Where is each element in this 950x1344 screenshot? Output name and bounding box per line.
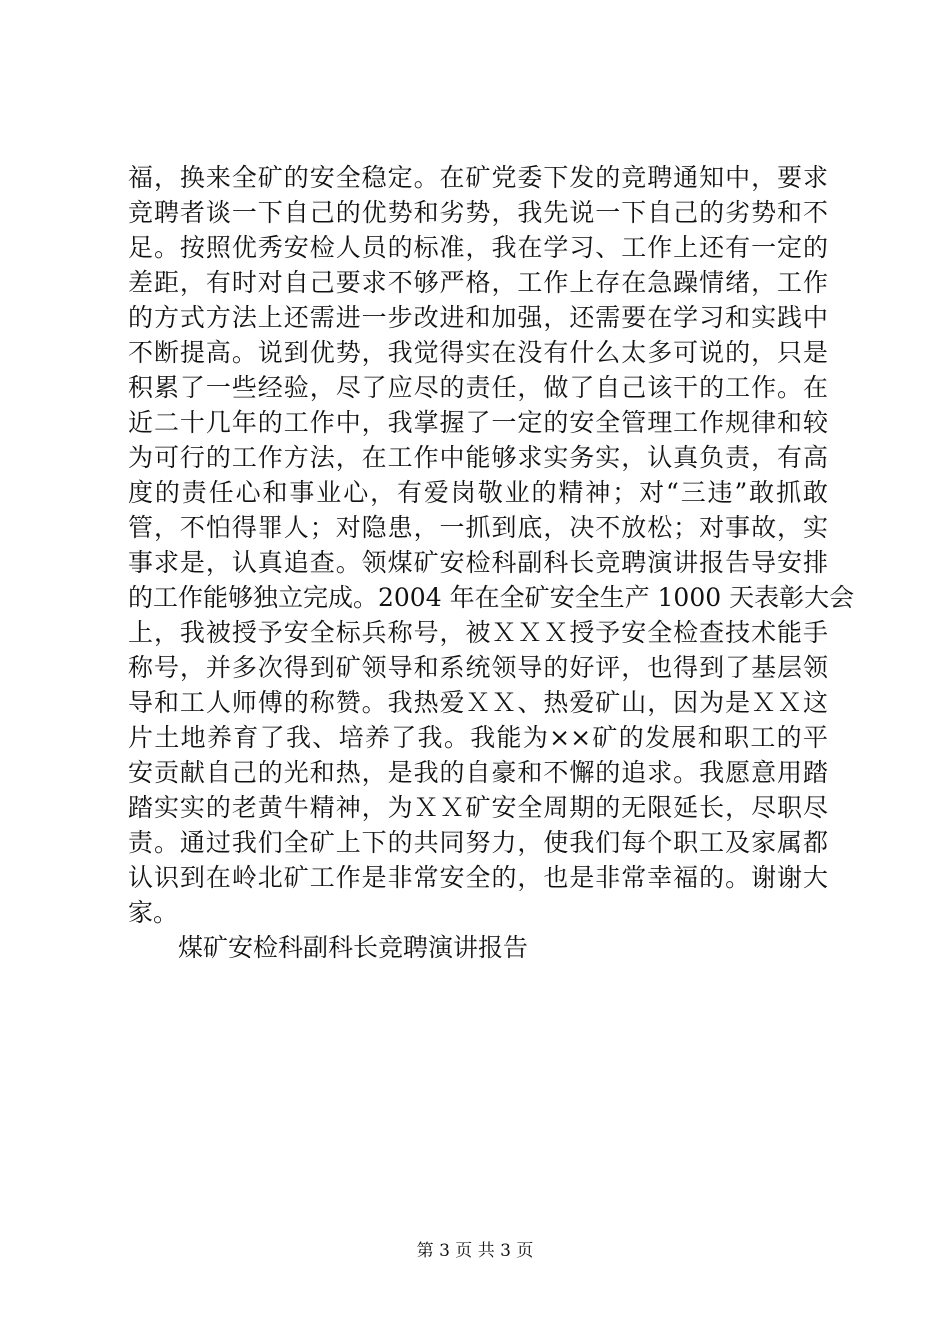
speech-paragraph xyxy=(128,160,855,965)
paragraph-line: 安贡献自己的光和热，是我的自豪和不懈的追求。我愿意用踏 xyxy=(128,758,828,787)
paragraph-line: 管，不怕得罪人；对隐患，一抓到底，决不放松；对事故，实 xyxy=(128,513,828,542)
paragraph-line: 认识到在岭北矿工作是非常安全的，也是非常幸福的。谢谢大 xyxy=(128,863,828,892)
paragraph-line: 足。按照优秀安检人员的标准，我在学习、工作上还有一定的 xyxy=(128,233,828,262)
paragraph-line: 家。 xyxy=(128,898,179,927)
paragraph-line: 片土地养育了我、培养了我。我能为××矿的发展和职工的平 xyxy=(128,723,828,752)
paragraph-line: 差距，有时对自己要求不够严格，工作上存在急躁情绪，工作 xyxy=(128,268,828,297)
paragraph-line: 的工作能够独立完成。2004 年在全矿安全生产 1000 天表彰大会 xyxy=(128,583,855,612)
paragraph-line: 责。通过我们全矿上下的共同努力，使我们每个职工及家属都 xyxy=(128,828,828,857)
paragraph-line: 为可行的工作方法，在工作中能够求实务实，认真负责，有高 xyxy=(128,443,828,472)
paragraph-line: 称号，并多次得到矿领导和系统领导的好评，也得到了基层领 xyxy=(128,653,828,682)
paragraph-line: 度的责任心和事业心，有爱岗敬业的精神；对“三违”敢抓敢 xyxy=(128,478,828,507)
closing-title: 煤矿安检科副科长竞聘演讲报告 xyxy=(178,933,529,962)
paragraph-line: 不断提高。说到优势，我觉得实在没有什么太多可说的，只是 xyxy=(128,338,828,367)
paragraph-line: 积累了一些经验，尽了应尽的责任，做了自己该干的工作。在 xyxy=(128,373,828,402)
paragraph-line: 近二十几年的工作中，我掌握了一定的安全管理工作规律和较 xyxy=(128,408,828,437)
paragraph-line: 上，我被授予安全标兵称号，被ＸＸＸ授予安全检查技术能手 xyxy=(128,618,828,647)
paragraph-line: 的方式方法上还需进一步改进和加强，还需要在学习和实践中 xyxy=(128,303,828,332)
paragraph-line: 事求是，认真追查。领煤矿安检科副科长竞聘演讲报告导安排 xyxy=(128,548,828,577)
paragraph-line: 竞聘者谈一下自己的优势和劣势，我先说一下自己的劣势和不 xyxy=(128,198,828,227)
paragraph-line: 导和工人师傅的称赞。我热爱ＸＸ、热爱矿山，因为是ＸＸ这 xyxy=(128,688,828,717)
page-number-footer: 第 3 页 共 3 页 xyxy=(416,1241,534,1261)
paragraph-line: 福，换来全矿的安全稳定。在矿党委下发的竞聘通知中，要求 xyxy=(128,163,828,192)
paragraph-line: 踏实实的老黄牛精神，为ＸＸ矿安全周期的无限延长，尽职尽 xyxy=(128,793,828,822)
